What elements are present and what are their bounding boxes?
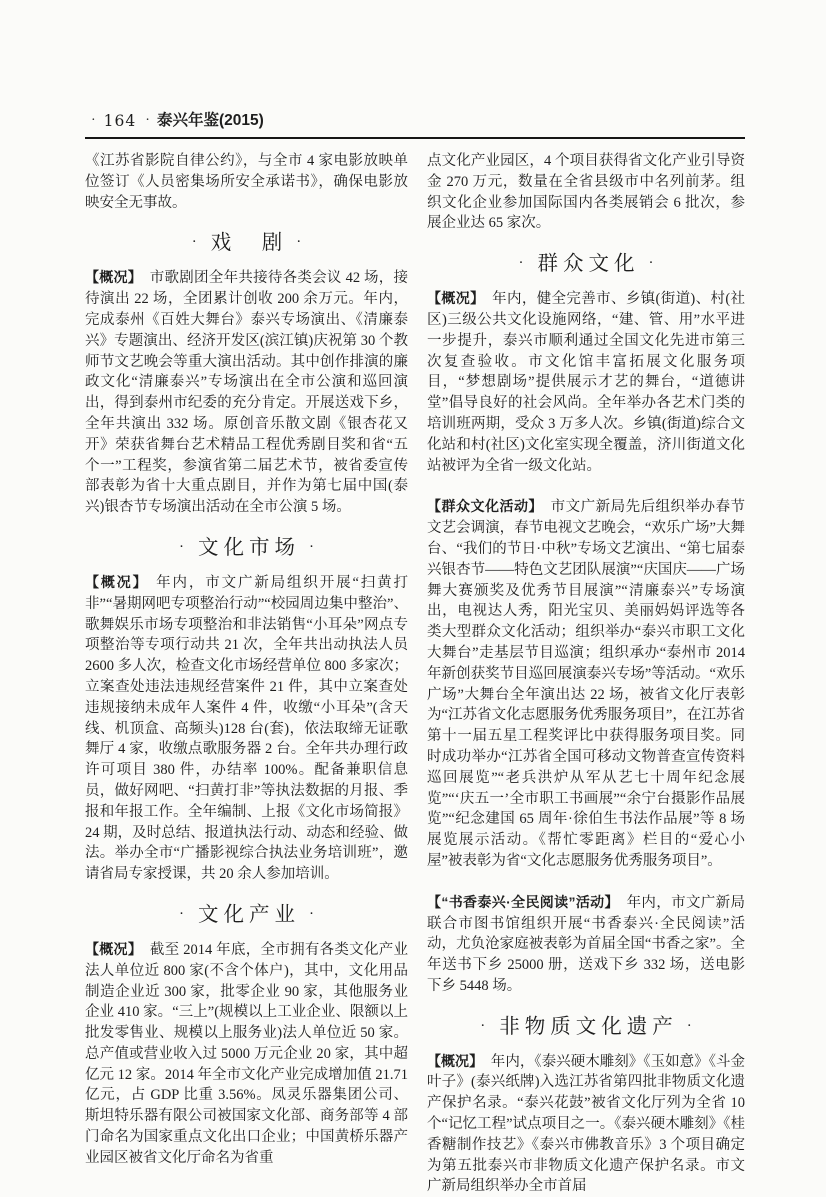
heading-dot: ·: [686, 1017, 692, 1034]
entry-market-overview: [85, 572, 408, 885]
entry-text: 年内，《泰兴硬木雕刻》《玉如意》《斗金叶子》(泰兴纸牌)入选江苏省第四批非物质文化遗产保护名录。“泰兴花鼓”被省文化厅列为全省 10 个“记忆工程”试点项目之一。《泰兴硬木雕刻》《桂香糖制作技艺》《泰兴市佛教音乐》3 个项目确定为第五批泰兴市非物质文化遗产保护名录。市文广新局组织举办全市首届: [427, 1053, 746, 1195]
entry-mass-culture-activities: [427, 496, 745, 871]
industry-continued-paragraph: 点文化产业园区，4 个项目获得省文化产业引导资金 270 万元，数量在全省县级市中名列前茅。组织文化企业参加国际国内各类展销会 6 批次，参展企业达 65 家次。: [427, 153, 745, 232]
running-head: [85, 112, 745, 130]
entry-text: 年内，市文广新局组织开展“扫黄打非”“暑期网吧专项整治行动”“校园周边集中整治”、歌舞娱乐市场专项整治和非法销售“小耳朵”网点专项整治等专项行动共 21 次，全年共出动执法人员 2600 多人次，检查文化市场经营单位 800 多家次；立案查处违法违规经营案件 21 件，其中立案查处违规接纳未成年人案件 4 件，收缴“小耳朵”(含天线、机顶盒、高频头)128 台(套)，依法取缔无证歌舞厅 4 家，收缴点歌服务器 2 台。全年共办理行政许可项目 380 件，办结率 100%。配备兼职信息员，做好网吧、“扫黄打非”等执法数据的月报、季报和年报工作。全年编制、上报《文化市场简报》24 期，及时总结、报道执法行动、动态和经验、做法。举办全市“广播影视综合执法业务培训班”，邀请省局专家授课，共 20 余人参加培训。: [85, 574, 409, 883]
heading-dot: ·: [309, 538, 314, 555]
heading-dot: ·: [518, 255, 524, 272]
heading-dot: ·: [296, 234, 302, 251]
entry-mass-culture-overview: [427, 288, 745, 476]
header-rule: [85, 137, 745, 139]
heading-dot: ·: [480, 1017, 486, 1034]
section-title: 戏 剧: [210, 230, 288, 255]
entry-label: 【群众文化活动】: [427, 498, 543, 515]
heading-dot: ·: [191, 234, 197, 251]
left-column: [85, 151, 408, 1197]
page-number: 164: [103, 112, 137, 130]
section-heading-mass-culture: [427, 250, 745, 276]
section-title: 群众文化: [537, 251, 640, 276]
page-body: [85, 151, 745, 1197]
heading-dot: ·: [309, 905, 314, 922]
entry-label: 【概况】: [85, 573, 149, 590]
book-title: 泰兴年鉴(2015): [156, 112, 264, 129]
entry-text: 年内，健全完善市、乡镇(街道)、村(社区)三级公共文化设施网络，“建、管、用”水平进一步提升，泰兴市顺利通过全国文化先进市第三次复查验收。市文化馆丰富拓展文化服务项目，“梦想剧场”提供展示才艺的舞台，“道德讲堂”倡导良好的社会风尚。全年举办各艺术门类的培训班两期，受众 3 万多人次。乡镇(街道)综合文化站和村(社区)文化室实现全覆盖，济川街道文化站被评为全省一级文化站。: [427, 291, 746, 474]
header-dot: ·: [91, 113, 96, 128]
entry-text: 年内，市文广新局联合市图书馆组织开展“书香泰兴·全民阅读”活动，尤负沧家庭被表彰为首届全国“书香之家”。全年送书下乡 25000 册，送戏下乡 332 场，送电影下乡 5448 场。: [427, 894, 745, 994]
entry-label: 【概况】: [427, 1052, 484, 1069]
intro-paragraph: 《江苏省影院自律公约》，与全市 4 家电影放映单位签订《人员密集场所安全承诺书》，确保电影放映安全无事故。: [85, 153, 408, 211]
entry-industry-overview: [85, 939, 408, 1169]
entry-text: 市文广新局先后组织举办春节文艺会调演，春节电视文艺晚会，“欢乐广场”大舞台、“我们的节日·中秋”专场文艺演出、“第七届泰兴银杏节——特色文艺团队展演”“庆国庆——广场舞大赛颁奖及优秀节目展演”“清廉泰兴”专场演出，电视达人秀，阳光宝贝、美丽妈妈评选等各类大型群众文化活动；组织举办“泰兴市职工文化大舞台”走基层节目巡演；组织承办“泰州市 2014 年新创获奖节目巡回展演泰兴专场”等活动。“欢乐广场”大舞台全年演出达 22 场，被省文化厅表彰为“江苏省文化志愿服务优秀服务项目”，在江苏省第十一届五星工程奖评比中获得服务项目奖。同时成功举办“江苏省全国可移动文物普查宣传资料巡回展览”“老兵洪炉从军从艺七十周年纪念展览”“‘庆五一’全市职工书画展”“余宁台摄影作品展览”“纪念建国 65 周年·徐伯生书法作品展”等 8 场展览展示活动。《帮忙零距离》栏目的“爱心小屋”被表彰为省“文化志愿服务优秀服务项目”。: [427, 499, 746, 869]
header-dot: ·: [145, 113, 150, 128]
entry-heritage-overview: [427, 1051, 745, 1197]
entry-reading-campaign: [427, 892, 745, 997]
section-heading-drama: [85, 229, 408, 255]
entry-text: 市歌剧团全年共接待各类会议 42 场，接待演出 22 场，全团累计创收 200 余万元。年内，完成泰州《百姓大舞台》泰兴专场演出、《清廉泰兴》专题演出、经济开发区(滨江镇)庆祝第 30 个教师节文艺晚会等重大演出活动。其中创作排演的廉政文化“清廉泰兴”专场演出在全市公演和巡回演出，得到泰州市纪委的充分肯定。开展送戏下乡，全年共演出 332 场。原创音乐散文剧《银杏花又开》荣获省舞台艺术精品工程优秀剧目奖和省“五个一”工程奖，参演省第二届艺术节，被省委宣传部表彰为省十大重点剧目，并作为第七届中国(泰兴)银杏节专场演出活动在全市公演 5 场。: [85, 270, 409, 516]
entry-label: 【“书香泰兴·全民阅读”活动】: [427, 893, 619, 910]
entry-drama-overview: [85, 267, 408, 518]
entry-label: 【概况】: [85, 940, 143, 957]
right-column: [427, 151, 745, 1197]
section-heading-culture-market: [85, 534, 408, 560]
entry-label: 【概况】: [85, 269, 143, 286]
section-heading-intangible-heritage: [427, 1013, 745, 1039]
section-heading-culture-industry: [85, 901, 408, 927]
section-title: 文化市场: [198, 534, 300, 559]
heading-dot: ·: [648, 255, 654, 272]
entry-label: 【概况】: [427, 290, 485, 307]
section-title: 文化产业: [198, 901, 300, 926]
entry-text: 截至 2014 年底，全市拥有各类文化产业法人单位近 800 家(不含个体户)，其中，文化用品制造企业近 300 家，批零企业 90 家，其他服务业企业 410 家。“三上”(规模以上工业企业、限额以上批发零售业、规模以上服务业)法人单位近 50 家。总产值或营业收入过 5000 万元企业 20 家，其中超亿元 12 家。2014 年全市文化产业完成增加值 21.71 亿元，占 GDP 比重 3.56%。凤灵乐器集团公司、斯坦特乐器有限公司被国家文化部、商务部等 4 部门命名为国家重点文化出口企业；中国黄桥乐器产业园区被省文化厅命名为省重: [85, 941, 409, 1166]
heading-dot: ·: [179, 538, 184, 555]
heading-dot: ·: [179, 905, 184, 922]
section-title: 非物质文化遗产: [499, 1013, 678, 1038]
